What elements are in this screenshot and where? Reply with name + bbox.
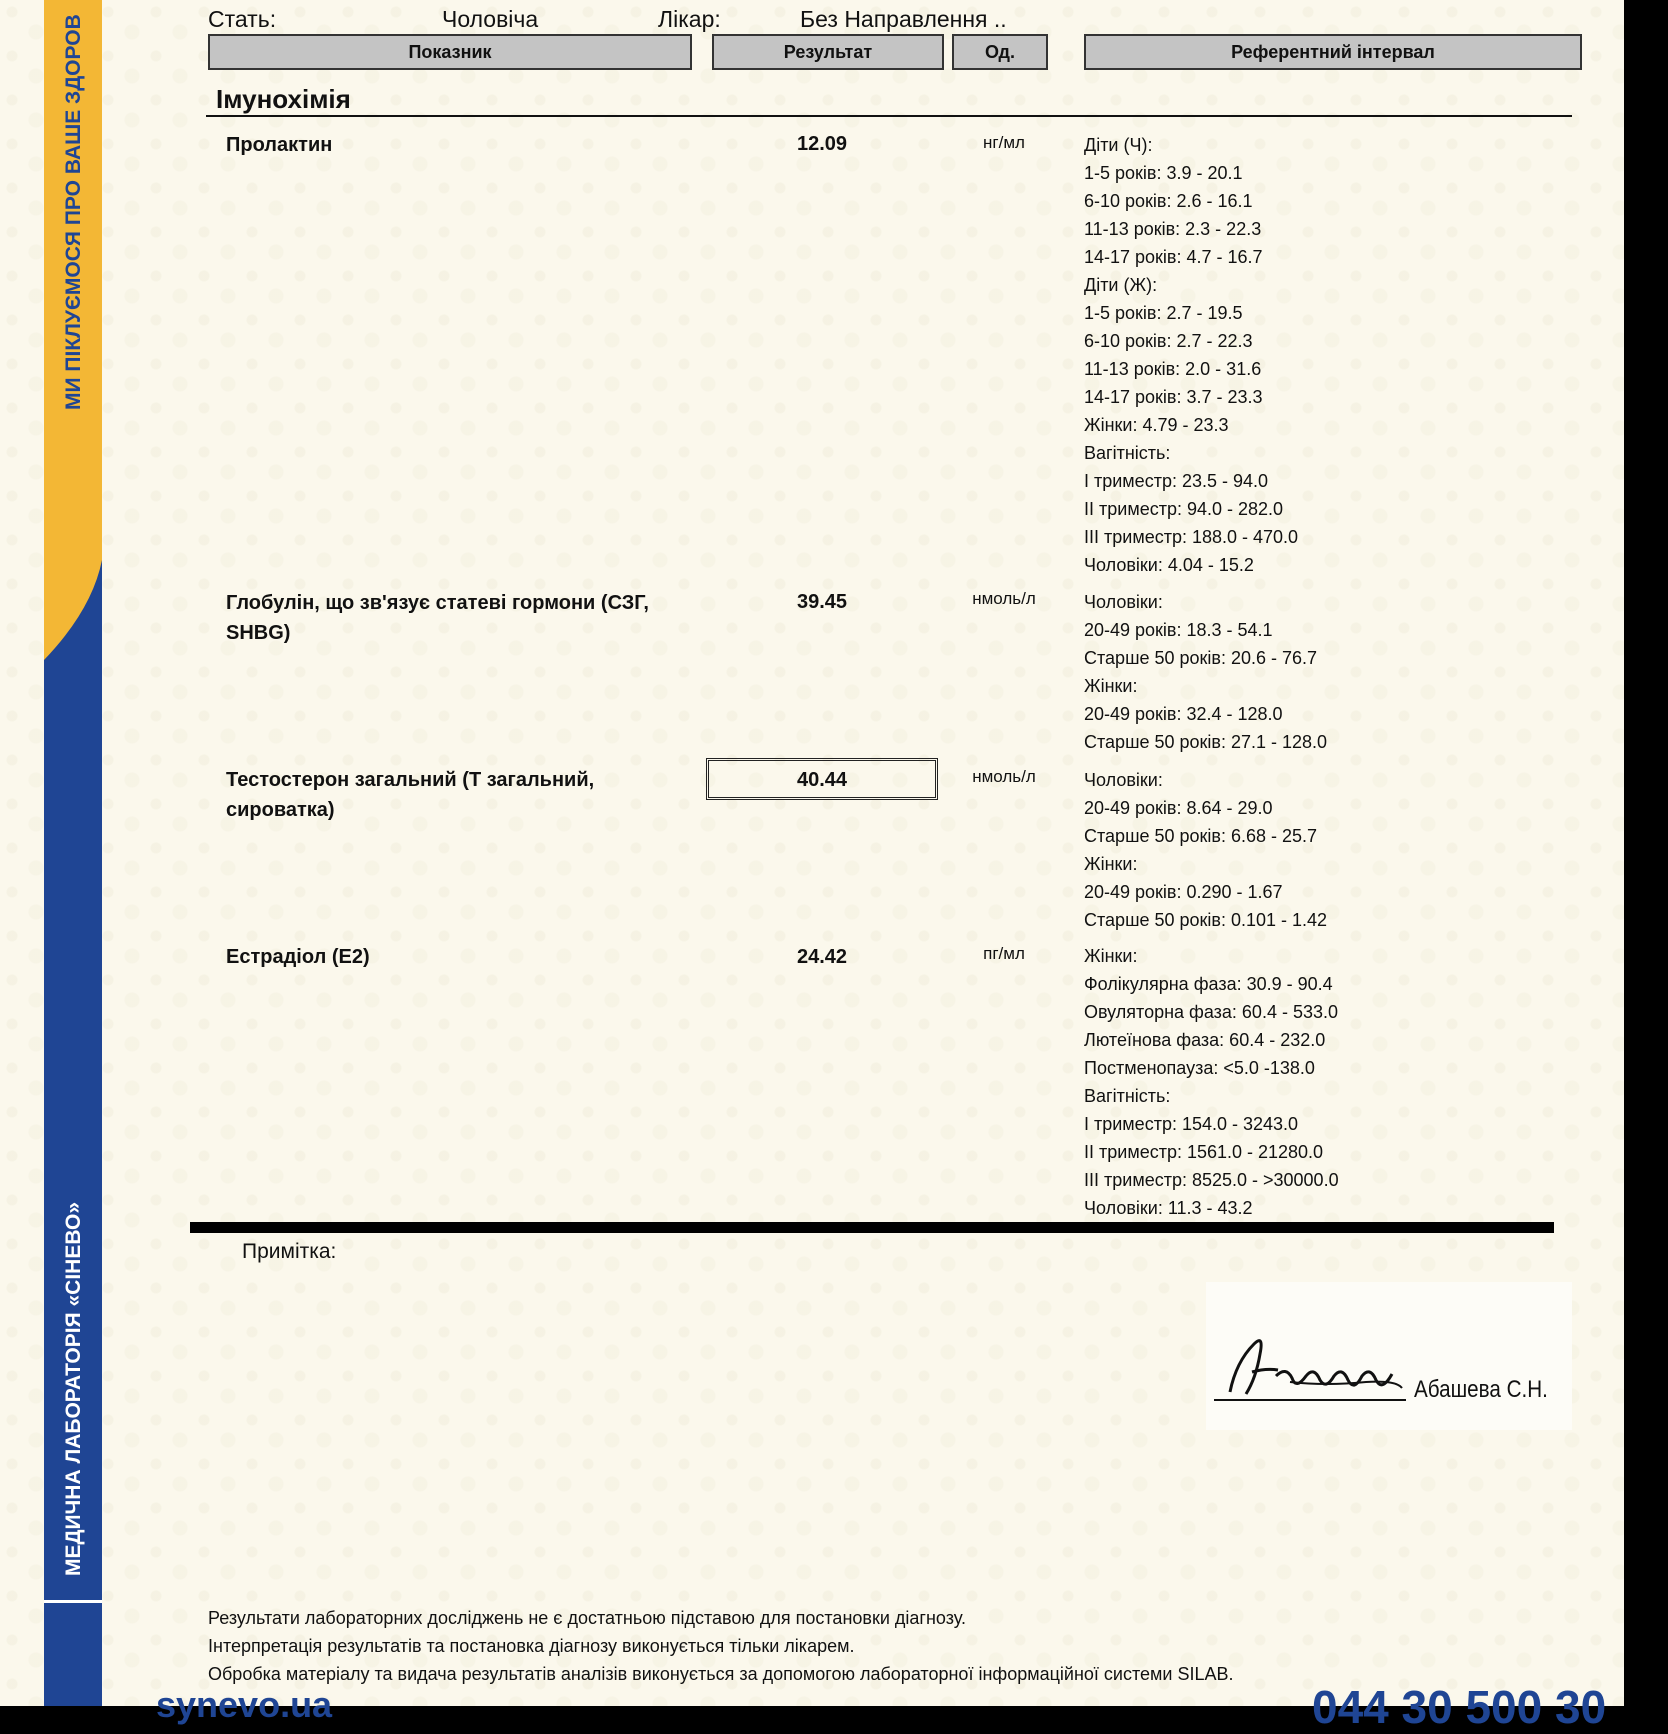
reference-line: Старше 50 років: 0.101 - 1.42 [1084, 910, 1328, 930]
reference-line: Старше 50 років: 6.68 - 25.7 [1084, 826, 1318, 846]
test-reference-range [1084, 588, 1327, 756]
reference-line: I триместр: 154.0 - 3243.0 [1084, 1114, 1299, 1134]
test-name: Пролактин [226, 134, 333, 156]
doctor-value: Без Направлення .. [800, 6, 1007, 32]
test-name: Естрадіол (E2) [226, 946, 370, 968]
reference-line: Вагітність: [1084, 443, 1171, 463]
sex-label: Стать: [208, 6, 277, 32]
reference-line: Вагітність: [1084, 1086, 1171, 1106]
reference-line: Постменопауза: <5.0 -138.0 [1084, 1058, 1315, 1078]
reference-line: Чоловіки: 11.3 - 43.2 [1084, 1198, 1253, 1218]
section-title: Імунохімія [216, 84, 351, 114]
handwritten-signature [1206, 1282, 1572, 1430]
reference-line: Чоловіки: [1084, 592, 1163, 612]
disclaimer-line: Інтерпретація результатів та постановка діагнозу виконується тільки лікарем. [208, 1636, 855, 1656]
reference-line: III триместр: 8525.0 - >30000.0 [1084, 1170, 1339, 1190]
reference-line: 20-49 років: 0.290 - 1.67 [1084, 882, 1283, 902]
brand-sidebar [0, 0, 102, 1706]
sidebar-divider [44, 1600, 102, 1603]
sidebar-slogan: МИ ПІКЛУЄМОСЯ ПРО ВАШЕ ЗДОРОВ [62, 14, 85, 410]
sex-value: Чоловіча [442, 6, 539, 32]
test-result: 39.45 [796, 591, 848, 613]
reference-line: 1-5 років: 2.7 - 19.5 [1084, 303, 1243, 323]
reference-line: II триместр: 1561.0 - 21280.0 [1084, 1142, 1324, 1162]
reference-line: 20-49 років: 8.64 - 29.0 [1084, 798, 1273, 818]
disclaimer-line: Результати лабораторних досліджень не є достатньою підставою для постановки діагнозу. [208, 1608, 966, 1628]
signature-panel [1206, 1282, 1572, 1430]
footer-website[interactable]: synevo.ua [156, 1684, 333, 1725]
section-divider [206, 115, 1572, 117]
sidebar-background [0, 0, 102, 1706]
sidebar-lab-name: МЕДИЧНА ЛАБОРАТОРІЯ «СІНЕВО» [62, 1201, 85, 1576]
note-label: Примітка: [242, 1240, 337, 1263]
test-unit: пг/мл [983, 944, 1025, 963]
reference-line: Лютеїнова фаза: 60.4 - 232.0 [1084, 1030, 1326, 1050]
test-reference-range [1084, 131, 1298, 579]
results-end-rule [190, 1222, 1554, 1233]
reference-line: Овуляторна фаза: 60.4 - 533.0 [1084, 1002, 1338, 1022]
reference-line: Діти (Ж): [1084, 275, 1158, 295]
reference-line: Жінки: [1084, 676, 1138, 696]
test-reference-range [1084, 942, 1339, 1222]
header-unit: Од. [952, 34, 1048, 70]
test-unit: нмоль/л [972, 589, 1036, 608]
reference-line: Жінки: [1084, 854, 1138, 874]
reference-line: 11-13 років: 2.3 - 22.3 [1084, 219, 1262, 239]
test-result: 40.44 [796, 769, 848, 791]
test-unit: нг/мл [983, 133, 1025, 152]
reference-line: 20-49 років: 32.4 - 128.0 [1084, 704, 1283, 724]
test-result: 12.09 [796, 133, 848, 155]
test-name: Тестостерон загальний (Т загальний, сироватка) [226, 769, 595, 821]
footer-phone[interactable]: 044 30 500 30 [1312, 1681, 1607, 1733]
test-result: 24.42 [796, 946, 848, 968]
reference-line: 6-10 років: 2.7 - 22.3 [1084, 331, 1253, 351]
reference-line: 20-49 років: 18.3 - 54.1 [1084, 620, 1273, 640]
disclaimer-line: Обробка матеріалу та видача результатів аналізів виконується за допомогою лабораторної інформаційної системи SILAB. [208, 1664, 1234, 1684]
test-name: Глобулін, що зв'язує статеві гормони (СЗГ, SHBG) [226, 592, 649, 644]
reference-line: Чоловіки: [1084, 770, 1163, 790]
reference-line: Старше 50 років: 27.1 - 128.0 [1084, 732, 1328, 752]
reference-line: Жінки: 4.79 - 23.3 [1084, 415, 1229, 435]
reference-line: 11-13 років: 2.0 - 31.6 [1084, 359, 1262, 379]
header-reference: Референтний інтервал [1084, 34, 1582, 70]
header-indicator: Показник [208, 34, 692, 70]
reference-line: I триместр: 23.5 - 94.0 [1084, 471, 1269, 491]
reference-line: Старше 50 років: 20.6 - 76.7 [1084, 648, 1318, 668]
reference-line: 1-5 років: 3.9 - 20.1 [1084, 163, 1243, 183]
reference-line: Чоловіки: 4.04 - 15.2 [1084, 555, 1254, 575]
reference-line: 6-10 років: 2.6 - 16.1 [1084, 191, 1253, 211]
reference-line: 14-17 років: 4.7 - 16.7 [1084, 247, 1263, 267]
reference-line: Фолікулярна фаза: 30.9 - 90.4 [1084, 974, 1333, 994]
reference-line: Діти (Ч): [1084, 135, 1153, 155]
reference-line: III триместр: 188.0 - 470.0 [1084, 527, 1299, 547]
reference-line: 14-17 років: 3.7 - 23.3 [1084, 387, 1263, 407]
header-result: Результат [712, 34, 944, 70]
test-reference-range [1084, 766, 1327, 934]
reference-line: II триместр: 94.0 - 282.0 [1084, 499, 1284, 519]
reference-line: Жінки: [1084, 946, 1138, 966]
doctor-label: Лікар: [658, 6, 721, 32]
test-unit: нмоль/л [972, 767, 1036, 786]
signer-name: Абашева С.Н. [1414, 1376, 1548, 1403]
